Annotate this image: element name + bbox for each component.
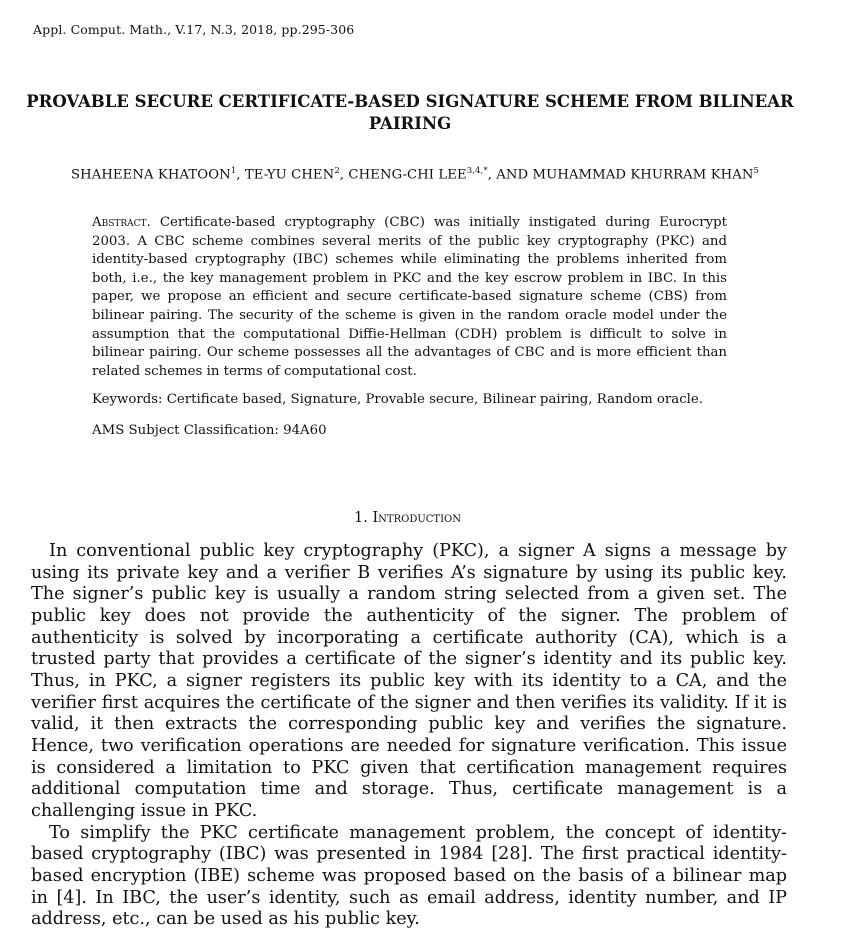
abstract-label: Abstract. bbox=[92, 215, 151, 230]
paper-title: PROVABLE SECURE CERTIFICATE-BASED SIGNATURE SCHEME FROM BILINEAR PAIRING bbox=[26, 92, 794, 133]
author-name: MUHAMMAD KHURRAM KHAN bbox=[532, 167, 754, 183]
author-affiliation: 5 bbox=[753, 166, 760, 176]
author-list bbox=[20, 166, 810, 182]
author-separator: , bbox=[339, 167, 349, 183]
paragraph: To simplify the PKC certificate management problem, the concept of identity-based cryptography (IBC) was presented in 1984 [28]. The first practical identity-based encryption (IBE) scheme was proposed based on the basis of a bilinear map in [4]. In IBC, the user’s identity, such as email address, identity number, and IP address, etc., can be used as his public key. bbox=[31, 822, 787, 930]
section-heading bbox=[0, 510, 815, 526]
author-name: SHAHEENA KHATOON bbox=[70, 167, 231, 183]
author-name: TE-YU CHEN bbox=[244, 167, 335, 183]
author-affiliation: 1 bbox=[230, 166, 237, 176]
keywords: Keywords: Certificate based, Signature, Provable secure, Bilinear pairing, Random oracle. bbox=[92, 392, 704, 407]
author-name: CHENG-CHI LEE bbox=[348, 167, 467, 183]
abstract bbox=[92, 214, 727, 381]
section-title: Introduction bbox=[372, 510, 461, 526]
paragraph: In conventional public key cryptography (PKC), a signer A signs a message by using its private key and a verifier B verifies A’s signature by using its public key. The signer’s public key is usually a random string selected from a given set. The public key does not provide the authenticity of the signer. The problem of authenticity is solved by incorporating a certificate authority (CA), which is a trusted party that provides a certificate of the signer’s identity and its public key. Thus, in PKC, a signer registers its public key with its identity to a CA, and the verifier first acquires the certificate of the signer and then verifies its validity. If it is valid, it then extracts the corresponding public key and verifies the signature. Hence, two verification operations are needed for signature verification. This issue is considered a limitation to PKC given that certification management requires additional computation time and storage. Thus, certificate management is a challenging issue in PKC. bbox=[31, 541, 787, 821]
abstract-text: Certificate-based cryptography (CBC) was initially instigated during Eurocrypt 2003. A CBC scheme combines several merits of the public key cryptography (PKC) and identity-based cryptography (IBC) schemes while eliminating the problems inherited from both, i.e., the key management problem in PKC and the key escrow problem in IBC. In this paper, we propose an efficient and secure certificate-based signature scheme (CBS) from bilinear pairing. The security of the scheme is given in the random oracle model under the assumption that the computational Diffie-Hellman (CDH) problem is difficult to solve in bilinear pairing. Our scheme possesses all the advantages of CBC and is more efficient than related schemes in terms of computational cost. bbox=[92, 215, 727, 379]
author-separator: , AND bbox=[487, 167, 533, 183]
section-number: 1. bbox=[354, 510, 368, 526]
body-text bbox=[31, 541, 787, 931]
author-affiliation: 3,4,* bbox=[466, 166, 488, 176]
ams-classification: AMS Subject Classification: 94A60 bbox=[92, 423, 327, 438]
author-separator: , bbox=[236, 167, 245, 183]
journal-reference: Appl. Comput. Math., V.17, N.3, 2018, pp.295-306 bbox=[33, 22, 355, 37]
author-affiliation: 2 bbox=[334, 166, 340, 176]
